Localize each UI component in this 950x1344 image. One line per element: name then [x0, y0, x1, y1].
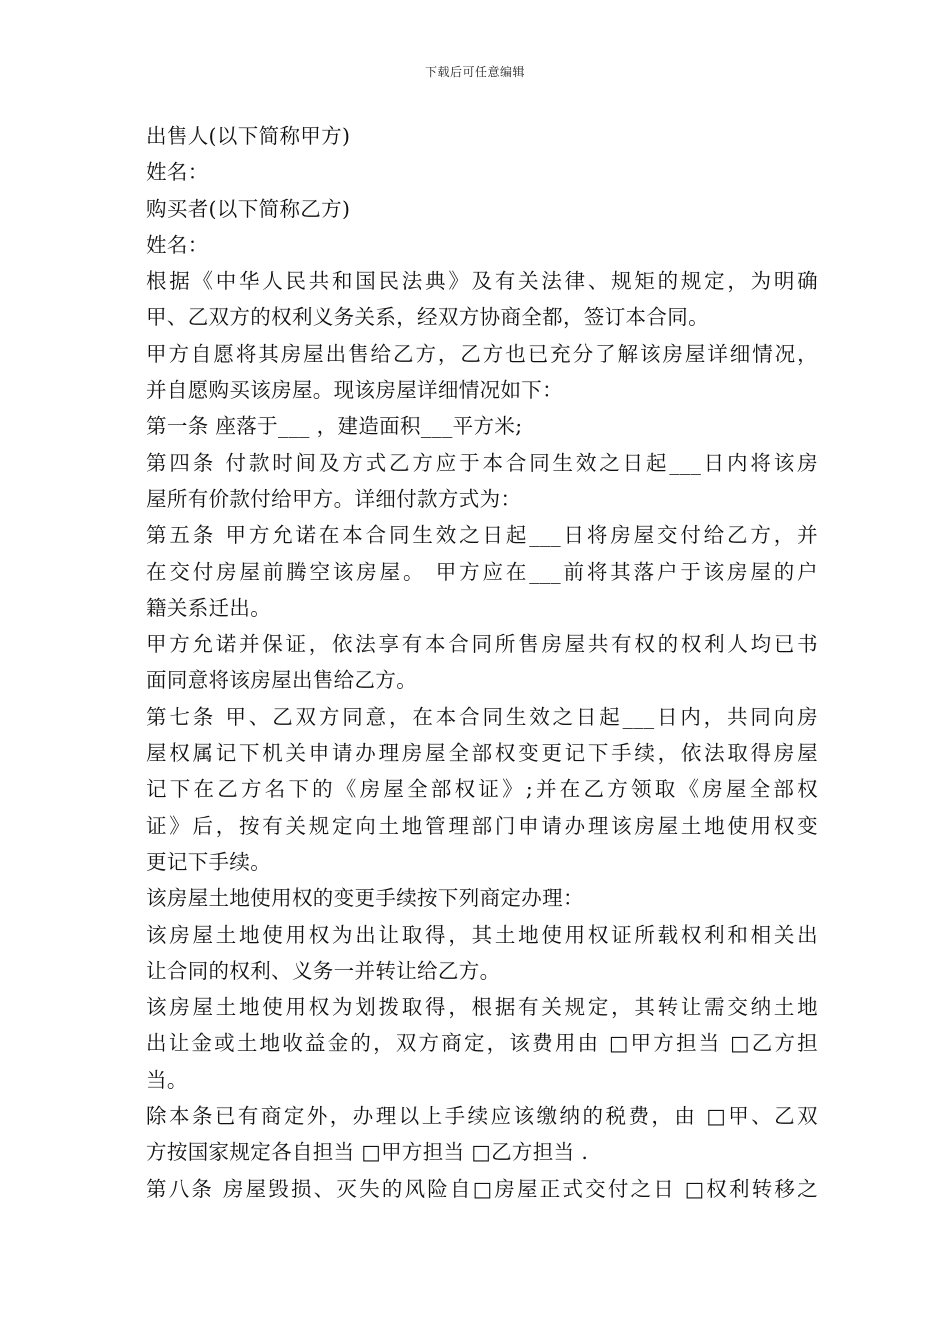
text-line: 面同意将该房屋出售给乙方。 — [146, 668, 418, 693]
text-line: 方按国家规定各自担当 □甲方担当 □乙方担当 . — [146, 1140, 589, 1165]
text-line: 根据《中华人民共和国民法典》及有关法律、规矩的规定，为明确 — [146, 269, 818, 294]
seller-name-label: 姓名： — [146, 160, 209, 185]
text-line: 该房屋土地使用权为出让取得，其土地使用权证所载权利和相关出 — [146, 922, 818, 947]
text-line: 当。 — [146, 1067, 188, 1092]
text-line: 并自愿购买该房屋。现该房屋详细情况如下： — [146, 378, 563, 403]
page-header-note: 下载后可任意编辑 — [424, 65, 525, 79]
seller-heading: 出售人(以下简称甲方) — [146, 124, 351, 148]
article-1-line: 第一条 座落于___ ，建造面积___平方米; — [146, 414, 523, 439]
text-line: 证》后，按有关规定向土地管理部门申请办理该房屋土地使用权变 — [146, 813, 818, 838]
text-line: 该房屋土地使用权的变更手续按下列商定办理： — [146, 886, 584, 911]
buyer-heading: 购买者(以下简称乙方) — [146, 196, 351, 221]
text-line: 该房屋土地使用权为划拨取得，根据有关规定，其转让需交纳土地 — [146, 995, 818, 1020]
text-line: 甲方自愿将其房屋出售给乙方，乙方也已充分了解该房屋详细情况， — [146, 341, 818, 366]
text-line: 屋权属记下机关申请办理房屋全部权变更记下手续，依法取得房屋 — [146, 741, 818, 766]
text-line: 出让金或土地收益金的，双方商定，该费用由 □甲方担当 □乙方担 — [146, 1031, 818, 1056]
contract-body — [146, 118, 818, 1207]
article-7-line: 第七条 甲、乙双方同意，在本合同生效之日起___日内，共同向房 — [146, 704, 818, 729]
text-line: 除本条已有商定外，办理以上手续应该缴纳的税费，由 □甲、乙双 — [146, 1104, 818, 1129]
text-line: 在交付房屋前腾空该房屋。 甲方应在___前将其落户于该房屋的户 — [146, 559, 818, 584]
text-line: 甲方允诺并保证，依法享有本合同所售房屋共有权的权利人均已书 — [146, 632, 818, 657]
text-line: 甲、乙双方的权利义务关系，经双方协商全都，签订本合同。 — [146, 305, 709, 330]
text-line: 屋所有价款付给甲方。详细付款方式为： — [146, 486, 522, 511]
article-8-line: 第八条 房屋毁损、灭失的风险自□房屋正式交付之日 □权利转移之 — [146, 1176, 818, 1201]
text-line: 记下在乙方名下的《房屋全部权证》;并在乙方领取《房屋全部权 — [146, 777, 818, 802]
buyer-name-label: 姓名： — [146, 232, 209, 257]
text-line: 让合同的权利、义务一并转让给乙方。 — [146, 958, 501, 983]
article-4-line: 第四条 付款时间及方式乙方应于本合同生效之日起___日内将该房 — [146, 450, 818, 475]
article-5-line: 第五条 甲方允诺在本合同生效之日起___日将房屋交付给乙方，并 — [146, 523, 818, 548]
text-line: 更记下手续。 — [146, 849, 272, 874]
text-line: 籍关系迁出。 — [146, 595, 272, 620]
